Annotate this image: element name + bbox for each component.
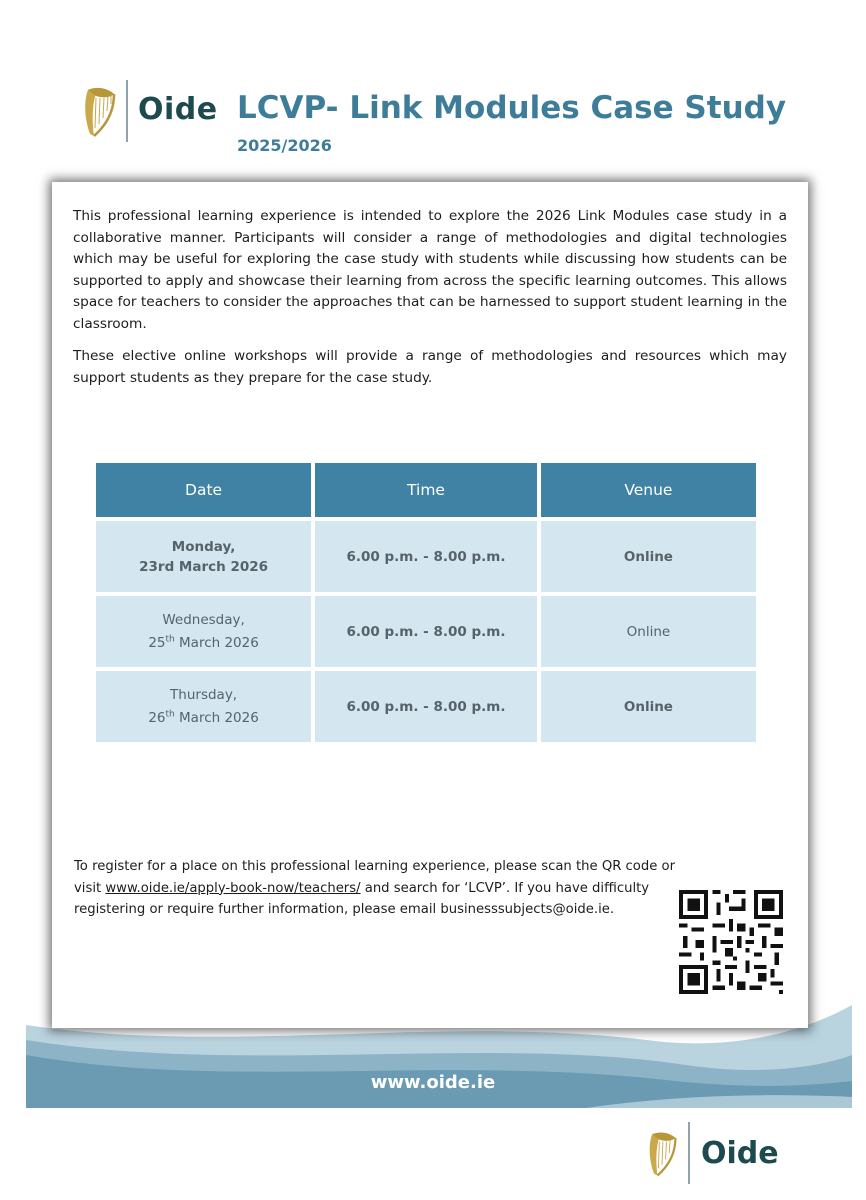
qr-code-icon[interactable] bbox=[679, 890, 783, 994]
page-title: LCVP- Link Modules Case Study bbox=[237, 90, 787, 126]
venue-cell: Online bbox=[541, 671, 756, 742]
date-cell bbox=[96, 521, 311, 592]
column-header-date: Date bbox=[96, 463, 311, 517]
session-day: Wednesday, bbox=[162, 611, 245, 628]
intro-text bbox=[73, 206, 787, 400]
footer-brand-text: Oide bbox=[701, 1136, 779, 1171]
time-cell: 6.00 p.m. - 8.00 p.m. bbox=[315, 671, 537, 742]
footer-logo bbox=[645, 1122, 785, 1186]
date-cell bbox=[96, 596, 311, 667]
table-row bbox=[96, 671, 756, 742]
content-card bbox=[52, 182, 808, 1028]
session-date bbox=[148, 710, 259, 726]
registration-line-1: To register for a place on this professional learning experience, please scan the QR code or bbox=[74, 859, 676, 874]
column-header-venue: Venue bbox=[541, 463, 756, 517]
table-row bbox=[96, 521, 756, 592]
time-cell: 6.00 p.m. - 8.00 p.m. bbox=[315, 521, 537, 592]
registration-text bbox=[74, 856, 694, 921]
harp-icon bbox=[80, 84, 118, 140]
footer-divider bbox=[688, 1122, 690, 1184]
harp-icon bbox=[645, 1128, 679, 1180]
brand-logo-text: Oide bbox=[138, 92, 218, 127]
schedule-table bbox=[92, 459, 760, 746]
table-row bbox=[96, 596, 756, 667]
intro-paragraph-2: These elective online workshops will provide a range of methodologies and resources which may support students as they prepare for the case study. bbox=[73, 348, 787, 386]
date-ordinal: th bbox=[165, 709, 175, 720]
date-month-year: March 2026 bbox=[174, 710, 259, 727]
academic-year: 2025/2026 bbox=[237, 136, 332, 155]
registration-rest: and search for ‘LCVP’. If you have difficulty registering or require further information, please email businesssubjects@oide.ie. bbox=[74, 880, 650, 917]
header-divider bbox=[126, 80, 128, 142]
venue-cell: Online bbox=[541, 521, 756, 592]
session-day: Monday, bbox=[171, 538, 236, 555]
date-month-year: March 2026 bbox=[174, 635, 259, 652]
date-ordinal: th bbox=[165, 634, 175, 645]
session-day: Thursday, bbox=[170, 686, 238, 703]
website-link[interactable]: www.oide.ie bbox=[370, 1072, 496, 1093]
venue-cell: Online bbox=[541, 596, 756, 667]
intro-paragraph-1: This professional learning experience is intended to explore the 2026 Link Modules case study in a collaborative manner. Participants will consider a range of methodologies and digital technologies which may be useful for exploring the case study with students while discussing how students can be supported to apply and showcase their learning from across the specific learning outcomes. This allows space for teachers to consider the approaches that can be harnessed to support student learning in the classroom. bbox=[73, 208, 787, 332]
session-date bbox=[148, 635, 259, 651]
registration-link[interactable]: www.oide.ie/apply-book-now/teachers/ bbox=[105, 880, 361, 896]
column-header-time: Time bbox=[315, 463, 537, 517]
date-cell bbox=[96, 671, 311, 742]
session-date: 23rd March 2026 bbox=[139, 558, 269, 575]
date-number: 26 bbox=[148, 710, 166, 727]
registration-visit: visit bbox=[74, 880, 106, 896]
table-header-row bbox=[96, 463, 756, 517]
date-number: 25 bbox=[148, 635, 166, 652]
time-cell: 6.00 p.m. - 8.00 p.m. bbox=[315, 596, 537, 667]
